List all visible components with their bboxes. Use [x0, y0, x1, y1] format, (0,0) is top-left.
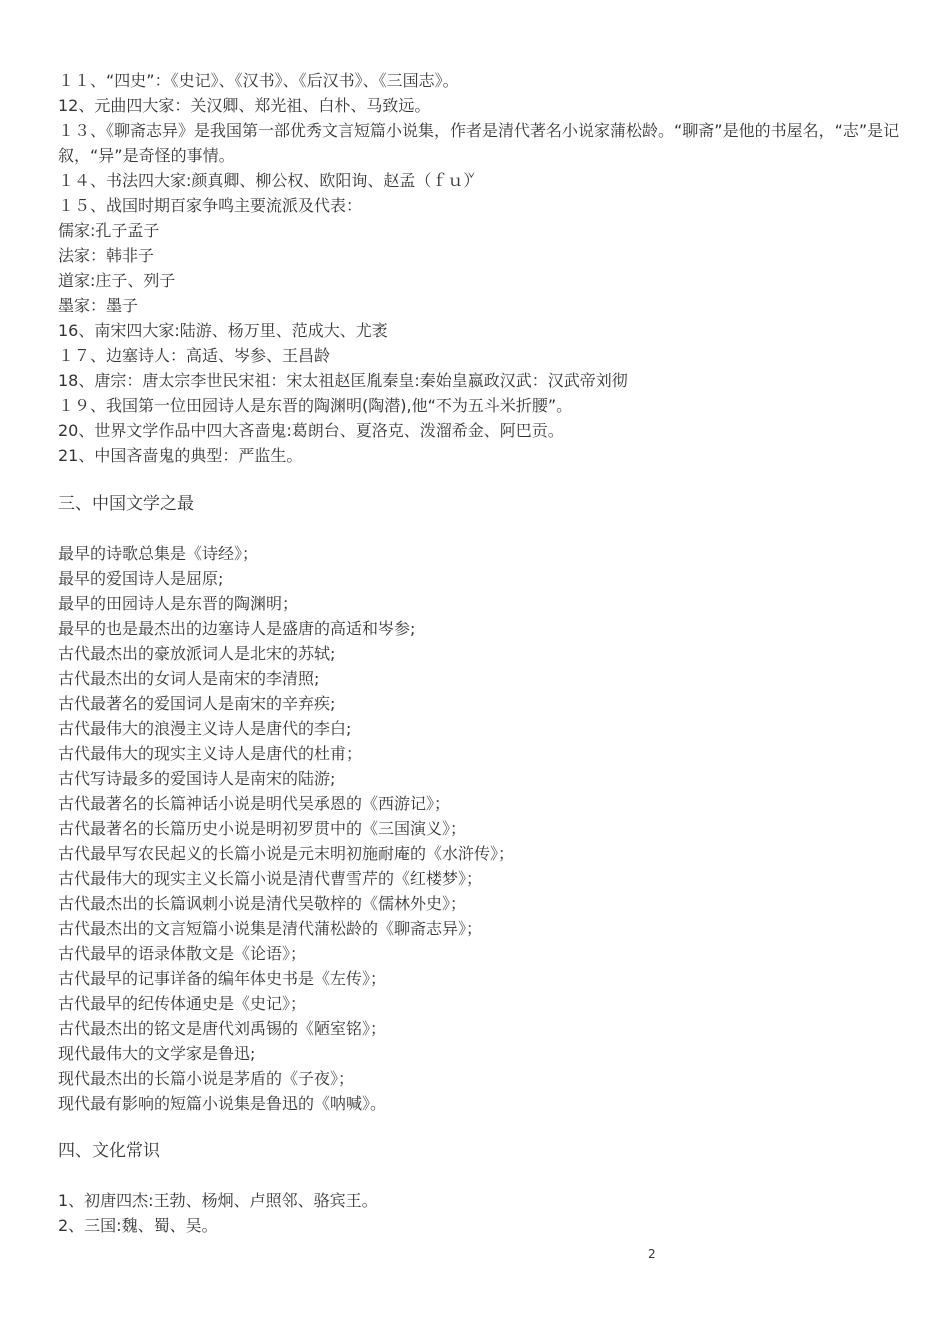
list-item: 最早的爱国诗人是屈原;	[58, 569, 224, 588]
list-item: 古代最伟大的现实主义长篇小说是清代曹雪芹的《红楼梦》；	[58, 869, 483, 888]
section-four-heading: 四、文化常识	[58, 1141, 160, 1161]
section-four-list	[58, 1188, 910, 1238]
list-item: 20、世界文学作品中四大吝啬鬼:葛朗台、夏洛克、泼溜希金、阿巴贡。	[58, 421, 564, 440]
list-item: 儒家:孔子孟子	[58, 221, 160, 240]
list-item: 古代最伟大的浪漫主义诗人是唐代的李白;	[58, 719, 352, 738]
list-item: 古代最杰出的长篇讽刺小说是清代吴敬梓的《儒林外史》；	[58, 894, 467, 913]
list-item: 2、三国:魏、蜀、吴。	[58, 1216, 218, 1235]
list-item: 古代写诗最多的爱国诗人是南宋的陆游;	[58, 769, 336, 788]
list-item: 古代最早的纪传体通史是《史记》；	[58, 994, 307, 1013]
list-item: 最早的田园诗人是东晋的陶渊明；	[58, 594, 299, 613]
list-item: １５、战国时期百家争鸣主要流派及代表：	[58, 196, 363, 215]
page-number: 2	[648, 1247, 656, 1261]
list-item: 古代最早的语录体散文是《论语》；	[58, 944, 307, 963]
list-item: 现代最有影响的短篇小说集是鲁迅的《呐喊》。	[58, 1094, 387, 1113]
section-two-list	[58, 68, 910, 468]
list-item: 16、南宋四大家:陆游、杨万里、范成大、尤袤	[58, 321, 388, 340]
list-item: １４、书法四大家:颜真卿、柳公权、欧阳询、赵孟（ｆｕ̌）	[58, 171, 480, 190]
list-item: 1、初唐四杰:王勃、杨炯、卢照邻、骆宾王。	[58, 1191, 378, 1210]
list-item: 道家:庄子、列子	[58, 271, 176, 290]
list-item: 古代最杰出的豪放派词人是北宋的苏轼;	[58, 644, 336, 663]
section-three-list	[58, 541, 910, 1116]
list-item: 最早的诗歌总集是《诗经》；	[58, 544, 259, 563]
list-item: 古代最早写农民起义的长篇小说是元末明初施耐庵的《水浒传》；	[58, 844, 515, 863]
list-item: １７、边塞诗人：高适、岑参、王昌龄	[58, 346, 331, 365]
list-item: １９、我国第一位田园诗人是东晋的陶渊明(陶潜),他“不为五斗米折腰”。	[58, 396, 573, 415]
list-item: 古代最著名的爱国词人是南宋的辛弃疾;	[58, 694, 336, 713]
list-item: 古代最著名的长篇神话小说是明代吴承恩的《西游记》；	[58, 794, 451, 813]
section-three-heading: 三、中国文学之最	[58, 494, 194, 514]
list-item: 古代最杰出的铭文是唐代刘禹锡的《陋室铭》；	[58, 1019, 387, 1038]
list-item: 12、元曲四大家：关汉卿、郑光祖、白朴、马致远。	[58, 96, 431, 115]
list-item: 古代最杰出的文言短篇小说集是清代蒲松龄的《聊斋志异》；	[58, 919, 483, 938]
list-item: 法家：韩非子	[58, 246, 155, 265]
list-item: 古代最杰出的女词人是南宋的李清照;	[58, 669, 320, 688]
list-item: 现代最伟大的文学家是鲁迅;	[58, 1044, 256, 1063]
list-item: 古代最著名的长篇历史小说是明初罗贯中的《三国演义》；	[58, 819, 467, 838]
list-item: 18、唐宗：唐太宗李世民宋祖：宋太祖赵匡胤秦皇:秦始皇嬴政汉武：汉武帝刘彻	[58, 371, 628, 390]
list-item: １１、“四史”：《史记》、《汉书》、《后汉书》、《三国志》。	[58, 71, 459, 90]
list-item: 现代最杰出的长篇小说是茅盾的《子夜》；	[58, 1069, 355, 1088]
list-item: １３、《聊斋志异》是我国第一部优秀文言短篇小说集，作者是清代著名小说家蒲松龄。“聊斋”是他的书屋名，“志”是记叙，“异”是奇怪的事情。	[58, 121, 900, 165]
list-item: 墨家：墨子	[58, 296, 139, 315]
list-item: 古代最早的记事详备的编年体史书是《左传》；	[58, 969, 387, 988]
list-item: 最早的也是最杰出的边塞诗人是盛唐的高适和岑参;	[58, 619, 416, 638]
list-item: 21、中国吝啬鬼的典型：严监生。	[58, 446, 303, 465]
list-item: 古代最伟大的现实主义诗人是唐代的杜甫；	[58, 744, 363, 763]
